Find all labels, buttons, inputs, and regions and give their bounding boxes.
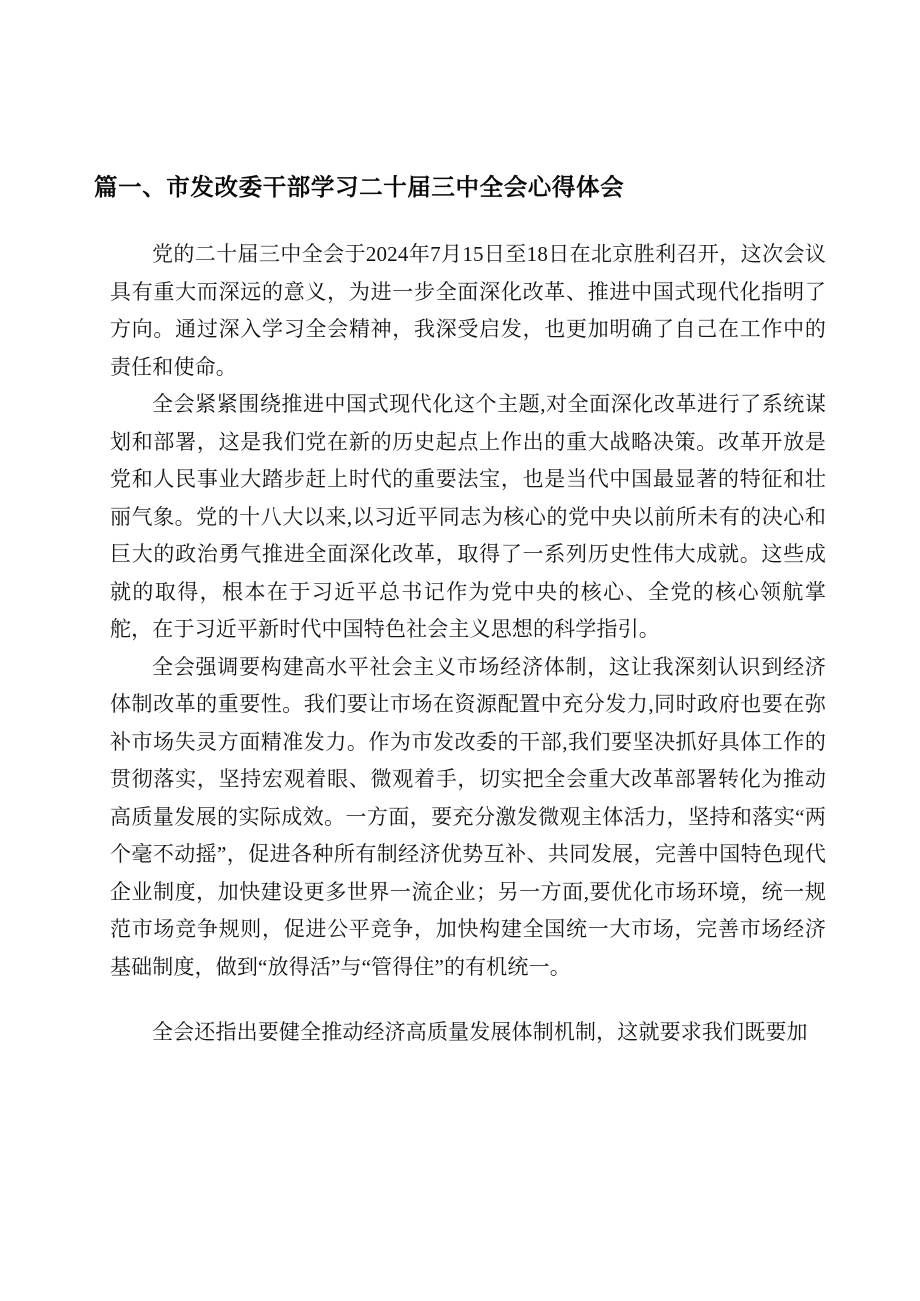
paragraph-1: 党的二十届三中全会于2024年7月15日至18日在北京胜利召开，这次会议具有重大而深远的意义，为进一步全面深化改革、推进中国式现代化指明了方向。通过深入学习全会精神，我深受启发，也更加明确了自己在工作中的责任和使命。 [110,242,826,379]
paragraph-4: 全会还指出要健全推动经济高质量发展体制机制，这就要求我们既要加 [152,1020,808,1044]
page-title: 篇一、市发改委干部学习二十届三中全会心得体会 [94,173,625,200]
paragraph-3: 全会强调要构建高水平社会主义市场经济体制，这让我深刻认识到经济体制改革的重要性。我们要让市场在资源配置中充分发力,同时政府也要在弥补市场失灵方面精准发力。作为市发改委的干部,我们要坚决抓好具体工作的贯彻落实，坚持宏观着眼、微观着手，切实把全会重大改革部署转化为推动高质量发展的实际成效。一方面，要充分激发微观主体活力，坚持和落实“两个毫不动摇”，促进各种所有制经济优势互补、共同发展，完善中国特色现代企业制度，加快建设更多世界一流企业；另一方面,要优化市场环境，统一规范市场竞争规则，促进公平竞争，加快构建全国统一大市场，完善市场经济基础制度，做到“放得活”与“管得住”的有机统一。 [110,654,826,979]
document-body [110,236,826,1052]
paragraph-2: 全会紧紧围绕推进中国式现代化这个主题,对全面深化改革进行了系统谋划和部署，这是我们党在新的历史起点上作出的重大战略决策。改革开放是党和人民事业大踏步赶上时代的重要法宝，也是当代中国最显著的特征和壮丽气象。党的十八大以来,以习近平同志为核心的党中央以前所未有的决心和巨大的政治勇气推进全面深化改革，取得了一系列历史性伟大成就。这些成就的取得，根本在于习近平总书记作为党中央的核心、全党的核心领航掌舵，在于习近平新时代中国特色社会主义思想的科学指引。 [110,392,826,641]
